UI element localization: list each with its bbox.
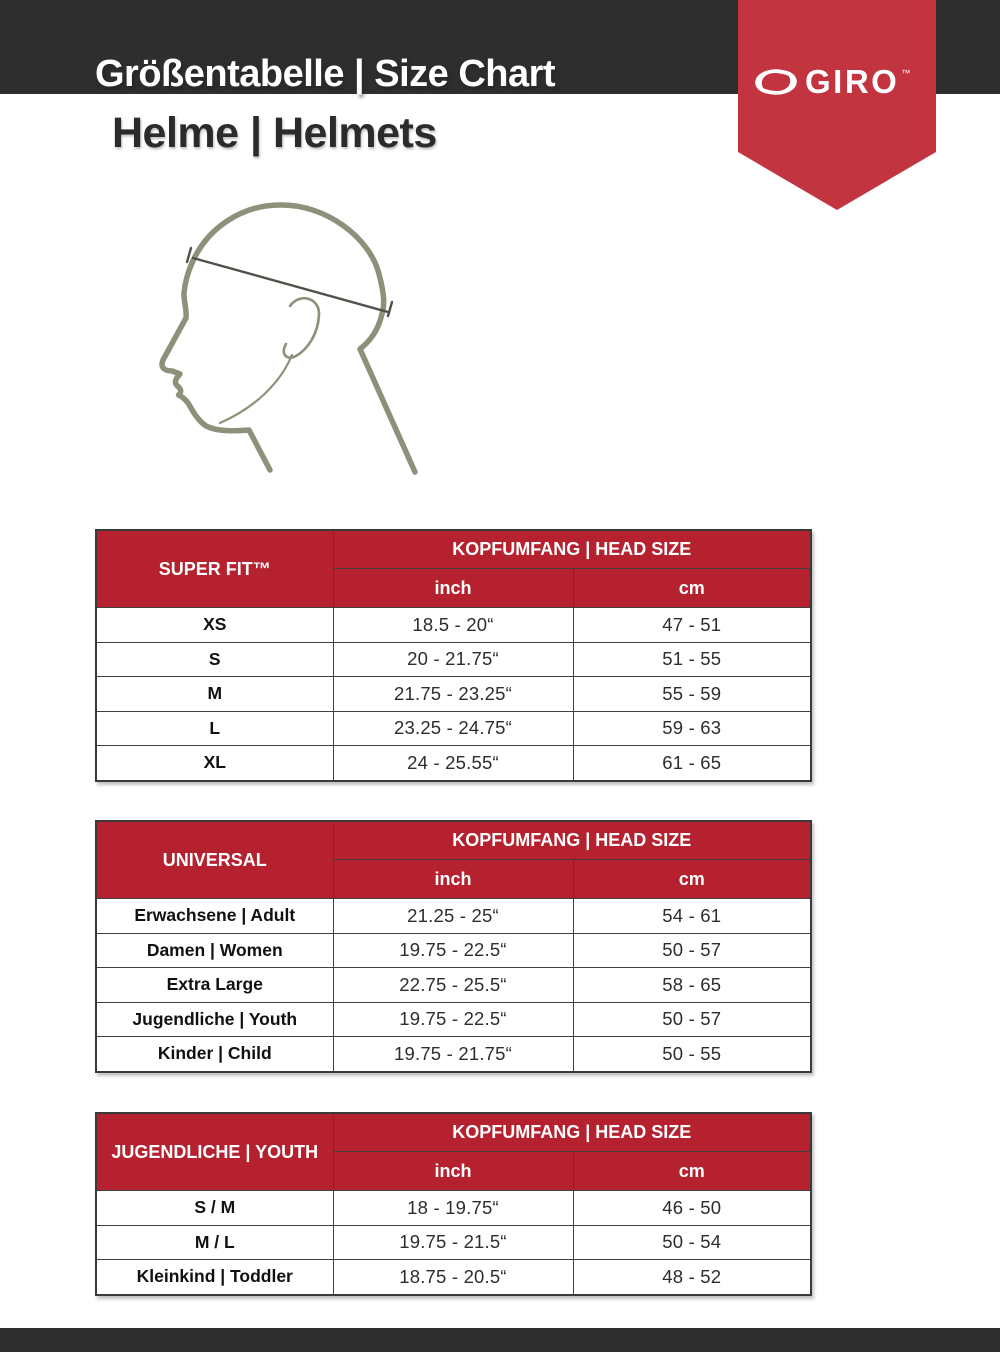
size-label-cell: Kleinkind | Toddler xyxy=(96,1260,333,1295)
size-table-universal xyxy=(95,820,812,1073)
col-header-cm: cm xyxy=(573,860,811,899)
giro-eye-icon xyxy=(753,67,799,97)
table-category-header: UNIVERSAL xyxy=(96,821,333,899)
size-table-super-fit xyxy=(95,529,812,782)
cm-value-cell: 47 - 51 xyxy=(573,608,811,643)
inch-value-cell: 18 - 19.75“ xyxy=(333,1191,573,1226)
cm-value-cell: 50 - 55 xyxy=(573,1037,811,1072)
table-span-header: KOPFUMFANG | HEAD SIZE xyxy=(333,1113,811,1152)
giro-logo xyxy=(753,63,911,100)
col-header-cm: cm xyxy=(573,1152,811,1191)
table-category-header: JUGENDLICHE | YOUTH xyxy=(96,1113,333,1191)
col-header-inch: inch xyxy=(333,860,573,899)
table-row xyxy=(96,642,811,677)
page-subtitle: Helme | Helmets xyxy=(112,109,437,157)
table-row xyxy=(96,711,811,746)
size-label-cell: M / L xyxy=(96,1225,333,1260)
size-label-cell: M xyxy=(96,677,333,712)
table-row xyxy=(96,1260,811,1295)
cm-value-cell: 55 - 59 xyxy=(573,677,811,712)
size-label-cell: Damen | Women xyxy=(96,933,333,968)
size-label-cell: XL xyxy=(96,746,333,781)
cm-value-cell: 48 - 52 xyxy=(573,1260,811,1295)
size-label-cell: Kinder | Child xyxy=(96,1037,333,1072)
size-label-cell: XS xyxy=(96,608,333,643)
table-row xyxy=(96,1191,811,1226)
inch-value-cell: 21.75 - 23.25“ xyxy=(333,677,573,712)
table-row xyxy=(96,899,811,934)
table-span-header: KOPFUMFANG | HEAD SIZE xyxy=(333,530,811,569)
table-row xyxy=(96,677,811,712)
size-label-cell: S xyxy=(96,642,333,677)
table-row xyxy=(96,1225,811,1260)
cm-value-cell: 61 - 65 xyxy=(573,746,811,781)
head-outline xyxy=(162,205,415,472)
brand-name: GIRO xyxy=(805,63,900,100)
col-header-inch: inch xyxy=(333,1152,573,1191)
inch-value-cell: 21.25 - 25“ xyxy=(333,899,573,934)
inch-value-cell: 18.75 - 20.5“ xyxy=(333,1260,573,1295)
cm-value-cell: 50 - 54 xyxy=(573,1225,811,1260)
size-label-cell: Erwachsene | Adult xyxy=(96,899,333,934)
col-header-cm: cm xyxy=(573,569,811,608)
size-label-cell: Jugendliche | Youth xyxy=(96,1002,333,1037)
size-label-cell: L xyxy=(96,711,333,746)
cm-value-cell: 50 - 57 xyxy=(573,1002,811,1037)
size-label-cell: S / M xyxy=(96,1191,333,1226)
inch-value-cell: 18.5 - 20“ xyxy=(333,608,573,643)
inch-value-cell: 19.75 - 22.5“ xyxy=(333,933,573,968)
inch-value-cell: 19.75 - 21.5“ xyxy=(333,1225,573,1260)
table-span-header: KOPFUMFANG | HEAD SIZE xyxy=(333,821,811,860)
cm-value-cell: 51 - 55 xyxy=(573,642,811,677)
size-label-cell: Extra Large xyxy=(96,968,333,1003)
inch-value-cell: 22.75 - 25.5“ xyxy=(333,968,573,1003)
head-profile-illustration xyxy=(140,192,440,484)
inch-value-cell: 19.75 - 21.75“ xyxy=(333,1037,573,1072)
inch-value-cell: 20 - 21.75“ xyxy=(333,642,573,677)
cm-value-cell: 50 - 57 xyxy=(573,933,811,968)
table-category-header: SUPER FIT™ xyxy=(96,530,333,608)
table-row xyxy=(96,1037,811,1072)
brand-trademark: ™ xyxy=(901,68,911,78)
cm-value-cell: 54 - 61 xyxy=(573,899,811,934)
col-header-inch: inch xyxy=(333,569,573,608)
table-row xyxy=(96,968,811,1003)
cm-value-cell: 58 - 65 xyxy=(573,968,811,1003)
size-table-youth xyxy=(95,1112,812,1296)
cm-value-cell: 59 - 63 xyxy=(573,711,811,746)
table-row xyxy=(96,746,811,781)
inch-value-cell: 19.75 - 22.5“ xyxy=(333,1002,573,1037)
cm-value-cell: 46 - 50 xyxy=(573,1191,811,1226)
brand-ribbon xyxy=(738,0,936,210)
page-title: Größentabelle | Size Chart xyxy=(95,53,556,95)
bottom-footer-band xyxy=(0,1328,1000,1352)
inch-value-cell: 24 - 25.55“ xyxy=(333,746,573,781)
table-row xyxy=(96,608,811,643)
table-row xyxy=(96,1002,811,1037)
inch-value-cell: 23.25 - 24.75“ xyxy=(333,711,573,746)
table-row xyxy=(96,933,811,968)
